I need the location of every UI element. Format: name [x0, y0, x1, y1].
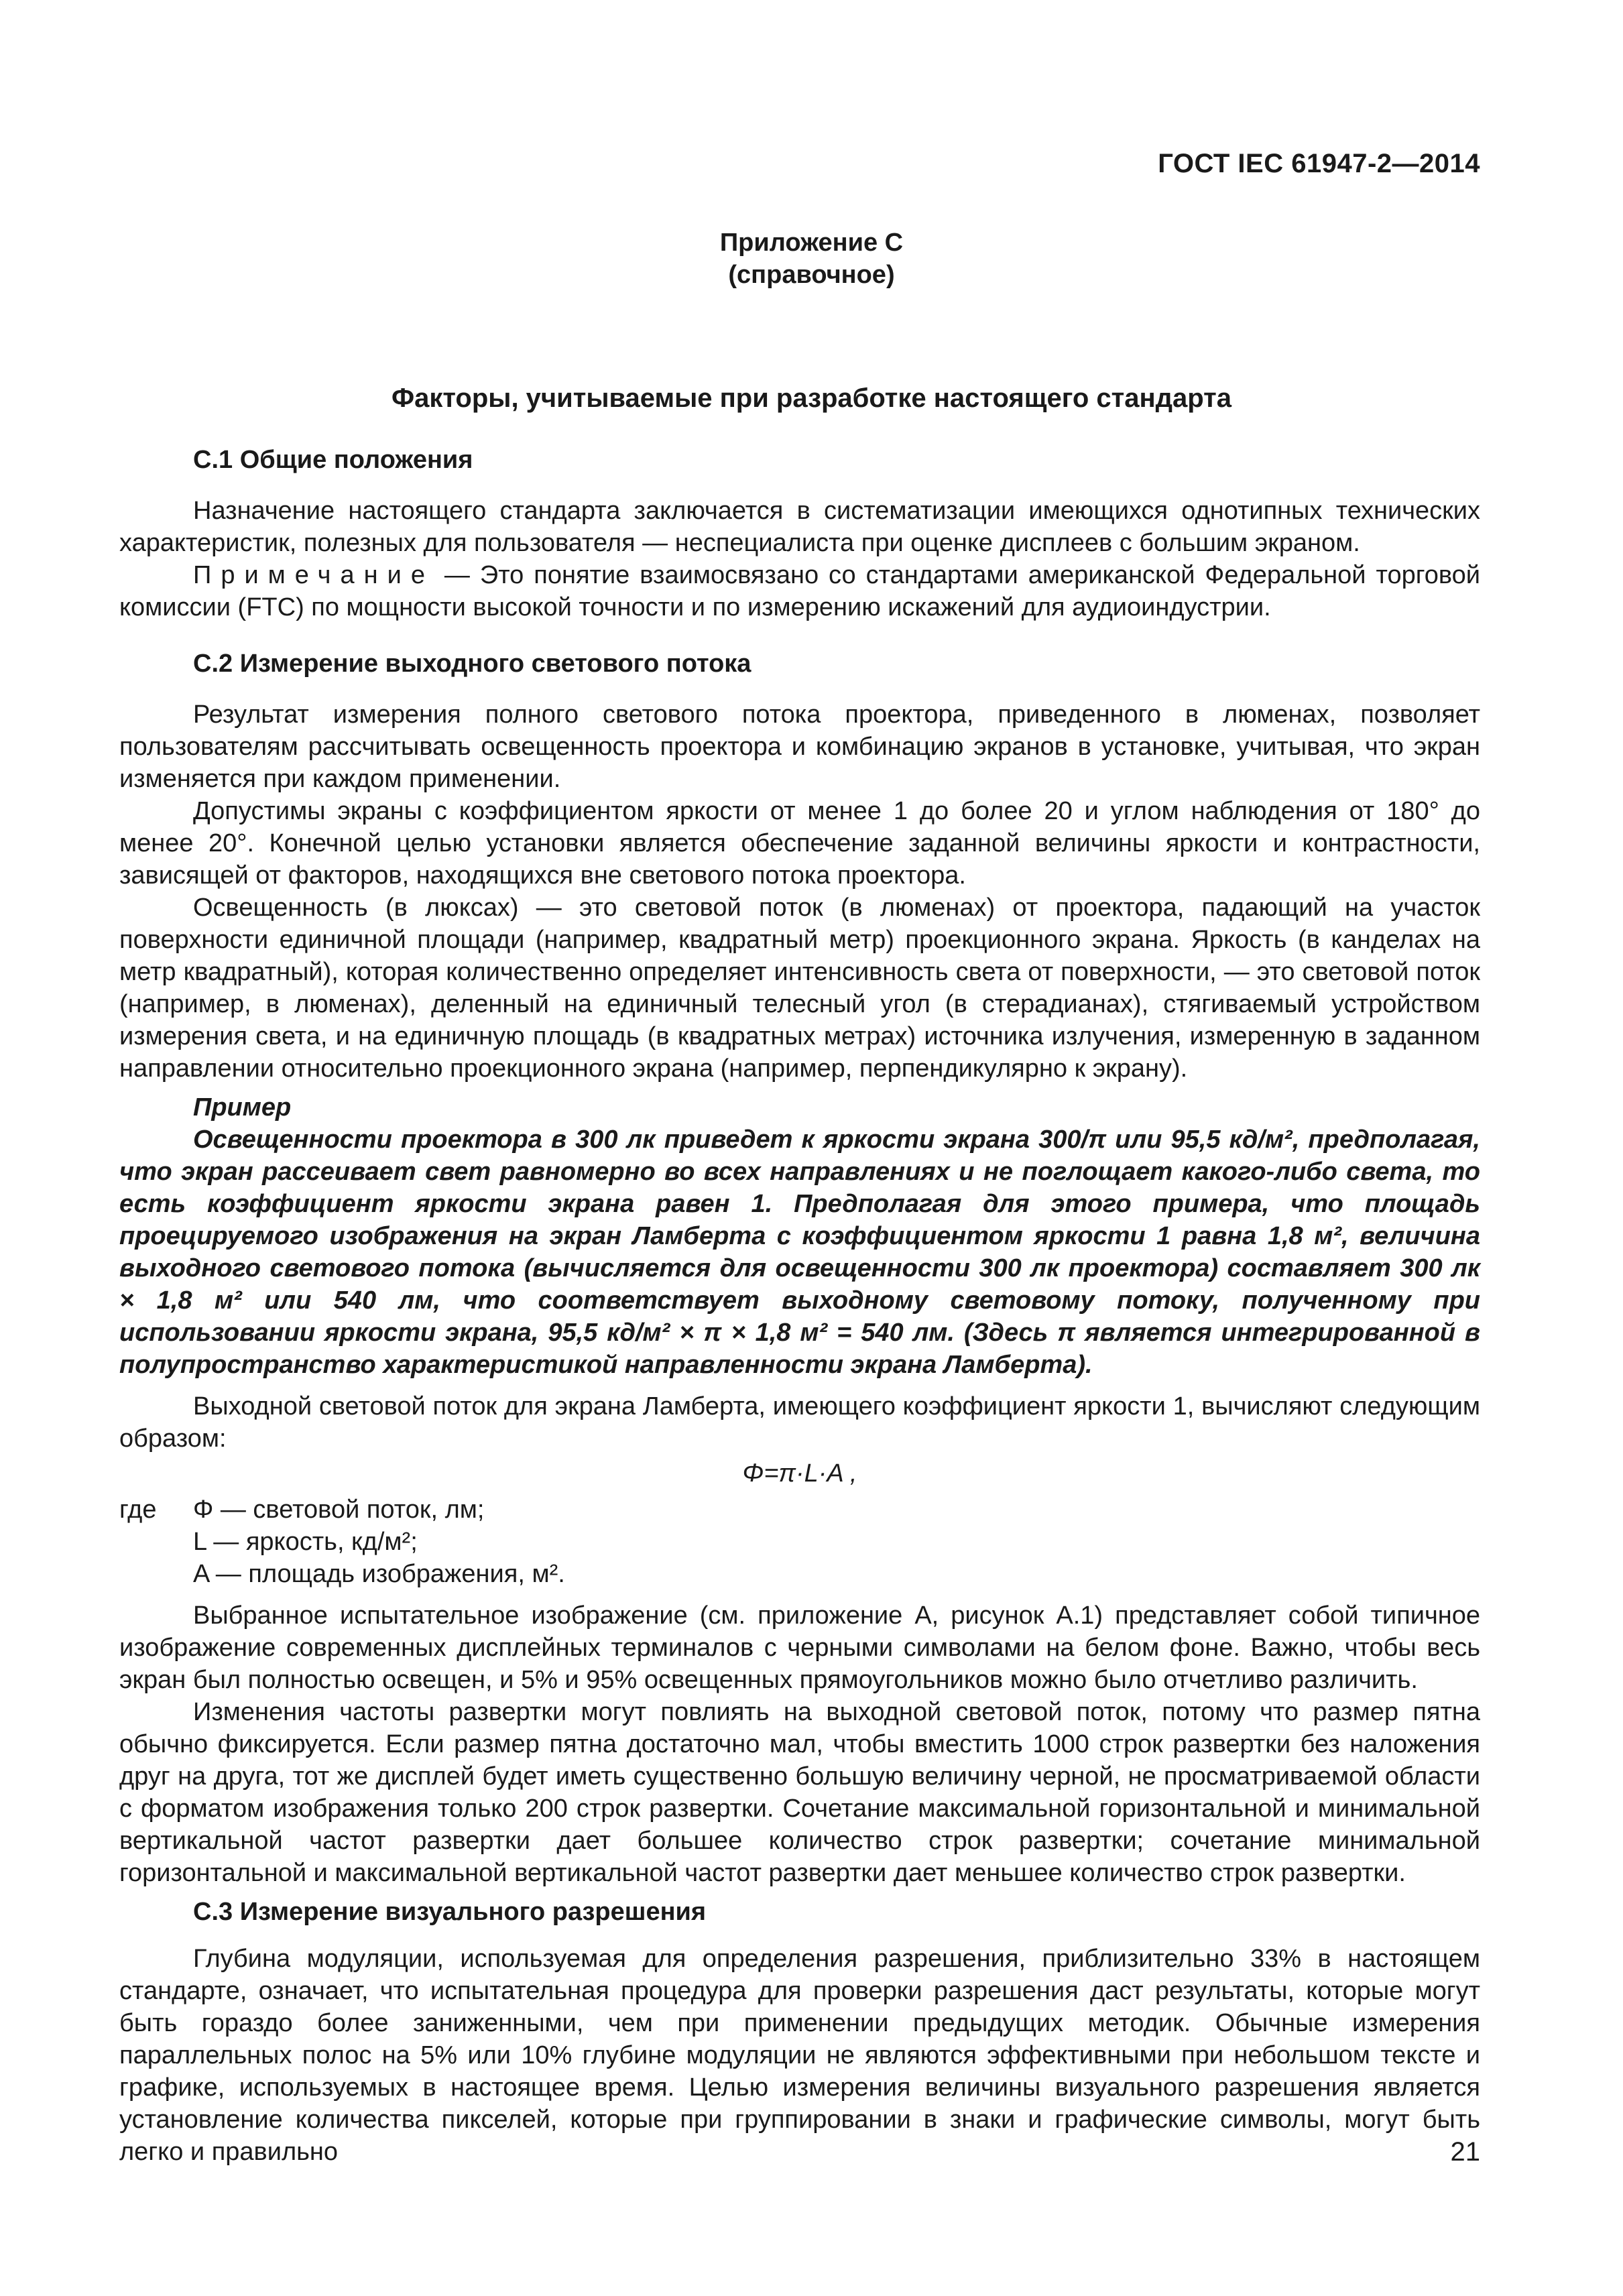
paragraph: Назначение настоящего стандарта заключается в систематизации имеющихся однотипных технических характеристик, полезных для пользователя — неспециалиста при оценке дисплеев с большим экраном.: [119, 497, 1480, 557]
example-text: Освещенности проектора в 300 лк приведет к яркости экрана 300/π или 95,5 кд/м², предполагая, что экран рассеивает свет равномерно во всех направлениях и не поглощает какого-либо света, то есть коэффициент яркости экрана равен 1. Предполагая для этого примера, что площадь проецируемого изображения на экран Ламберта с коэффициентом яркости 1 равна 1,8 м², величина выходного светового потока (вычисляется для освещенности 300 лк проектора) составляет 300 лк × 1,8 м² или 540 лм, что соответствует выходному световому потоку, полученному при использовании яркости экрана, 95,5 кд/м² × π × 1,8 м² = 540 лм. (Здесь π является интегрированной в полупространство характеристикой направленности экрана Ламберта).: [119, 1126, 1480, 1379]
formula: Φ=π·L·A ,: [742, 1459, 857, 1488]
page-number: 21: [1450, 2137, 1480, 2167]
section-c2-heading: С.2 Измерение выходного светового потока: [193, 650, 752, 678]
legend-item: Φ — световой поток, лм;: [193, 1496, 485, 1524]
annex-subtitle: (справочное): [728, 261, 895, 289]
paragraph: Глубина модуляции, используемая для определения разрешения, приблизительно 33% в настоящем стандарте, означает, что испытательная процедура для проверки разрешения даст результаты, которые могут быть гораздо более заниженными, чем при применении предыдущих методик. Обычные измерения параллельных полос на 5% или 10% глубине модуляции не являются эффективными при небольшом тексте и графике, используемых в настоящее время. Целью измерения величины визуального разрешения является установление количества пикселей, которые при группировании в знаки и графические символы, могут быть легко и правильно: [119, 1945, 1480, 2166]
formula-legend: [119, 1494, 1480, 1590]
legend-item: L — яркость, кд/м²;: [193, 1528, 418, 1556]
where-label: где: [119, 1496, 157, 1524]
annex-title: Приложение С: [719, 229, 904, 257]
legend-item: A — площадь изображения, м².: [193, 1560, 565, 1588]
section-c1-heading: С.1 Общие положения: [193, 446, 473, 474]
section-c3-heading: С.3 Измерение визуального разрешения: [193, 1898, 707, 1926]
note-text: — Это понятие взаимосвязано со стандартами американской Федеральной торговой комиссии (FTC) по мощности высокой точности и по измерению искажений для аудиоиндустрии.: [119, 561, 1480, 621]
note: [119, 559, 1480, 623]
paragraph: Допустимы экраны с коэффициентом яркости от менее 1 до более 20 и углом наблюдения от 180° до менее 20°. Конечной целью установки является обеспечение заданной величины яркости и контрастности, зависящей от факторов, находящихся вне светового потока проектора.: [119, 797, 1480, 890]
paragraph: Результат измерения полного светового потока проектора, приведенного в люменах, позволяет пользователям рассчитывать освещенность проектора и комбинацию экранов в установке, учитывая, что экран изменяется при каждом применении.: [119, 701, 1480, 793]
paragraph: Выбранное испытательное изображение (см. приложение А, рисунок А.1) представляет собой типичное изображение современных дисплейных терминалов с черными символами на белом фоне. Важно, чтобы весь экран был полностью освещен, и 5% и 95% освещенных прямоугольников можно было отчетливо различить.: [119, 1602, 1480, 1694]
paragraph: Выходной световой поток для экрана Ламберта, имеющего коэффициент яркости 1, вычисляют следующим образом:: [119, 1392, 1480, 1453]
document-body: [119, 444, 1480, 2168]
example-heading: Пример: [193, 1093, 292, 1122]
document-code: ГОСТ IEC 61947-2—2014: [1158, 149, 1480, 178]
note-label: Примечание: [193, 561, 434, 589]
main-title: Факторы, учитываемые при разработке настоящего стандарта: [391, 383, 1232, 413]
paragraph: Изменения частоты развертки могут повлиять на выходной световой поток, потому что размер пятна обычно фиксируется. Если размер пятна достаточно мал, чтобы вместить 1000 строк развертки без наложения друг на друга, тот же дисплей будет иметь существенно большую величину черной, не просматриваемой области с форматом изображения только 200 строк развертки. Сочетание максимальной горизонтальной и минимальной вертикальной частот развертки дает большее количество строк развертки; сочетание минимальной горизонтальной и максимальной вертикальной частот развертки дает меньшее количество строк развертки.: [119, 1698, 1480, 1887]
paragraph: Освещенность (в люксах) — это световой поток (в люменах) от проектора, падающий на участок поверхности единичной площади (например, квадратный метр) проекционного экрана. Яркость (в канделах на метр квадратный), которая количественно определяет интенсивность света от поверхности, — это световой поток (например, в люменах), деленный на единичный телесный угол (в стерадианах), стягиваемый устройством измерения света, и на единичную площадь (в квадратных метрах) источника излучения, измеренную в заданном направлении относительно проекционного экрана (например, перпендикулярно к экрану).: [119, 894, 1480, 1083]
